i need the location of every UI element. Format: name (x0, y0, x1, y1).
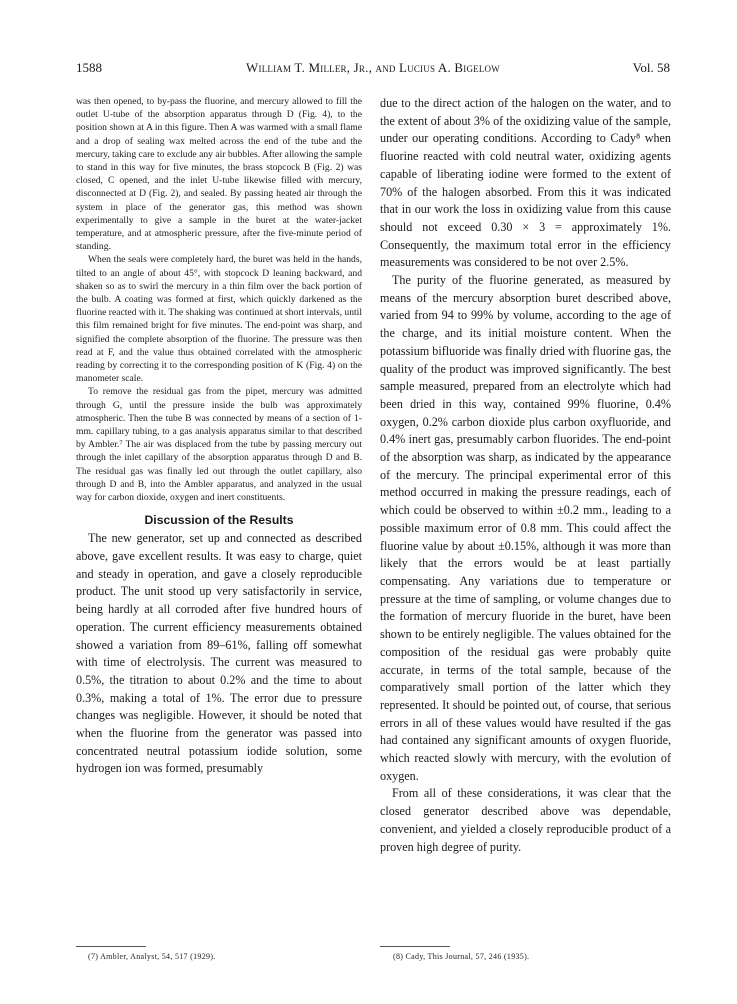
paragraph-sample-sealing: was then opened, to by-pass the fluorine, and mercury allowed to fill the outlet U-tube of the absorption apparatus through D (Fig. 4), to the position shown at A in this figure. Then A was warmed with a small flame and a drop of sealing wax melted across the end of the tube and the mercury, taking care to exclude any air bubbles. After allowing the sample to stand in this way for five minutes, the brass stopcock B (Fig. 2) was closed, C opened, and the inlet U-tube likewise filled with mercury, disconnected at D (Fig. 2), and sealed. By passing heated air through the system in place of the generator gas, this method was shown experimentally to give a sample in the buret at the water-jacket temperature, and at atmospheric pressure, after the five-minute period of standing. (76, 96, 362, 253)
footnote-cady: (8) Cady, This Journal, 57, 246 (1935). (393, 952, 530, 961)
page-number: 1588 (76, 60, 102, 75)
right-column (380, 95, 671, 856)
paragraph-fluorine-purity: The purity of the fluorine generated, as measured by means of the mercury absorption buret described above, varied from 94 to 99% by volume, according to the age of the charge, and its initial moisture content. When the potassium bifluoride was finally dried with fluorine gas, the quality of the product was improved significantly. The best sample measured, prepared from an electrolyte which had been dried in this way, contained 99% fluorine, 0.4% oxygen, 0.2% carbon dioxide plus carbon oxyfluoride, and 0.4% inert gas, presumably carbon fluorides. The end-point of the absorption was sharp, as indicated by the appearance of the mercury. The principal experimental error of this method occurred in making the pressure readings, each of which could be observed to within ±0.2 mm., leading to a possible maximum error of 0.8 mm. This could affect the fluorine value by about ±0.15%, although it was more than likely that the errors would be at least partially compensating. Any variations due to temperature or pressure at the time of sampling, or volume changes due to the formation of mercury fluoride in the buret, have been shown to be entirely negligible. The values obtained for the composition of the residual gas were probably quite accurate, in terms of the total sample, because of the comparatively small portion of the latter which they represented. It should be pointed out, of course, that serious errors in all of these values would have resulted if the gas had contained any significant amounts of oxygen fluoride, which reacted slowly with mercury, with the evolution of oxygen. (380, 273, 671, 783)
paragraph-residual-gas: To remove the residual gas from the pipet, mercury was admitted through G, until the pressure inside the bulb was approximately atmospheric. Then the tube B was connected by means of a section of 1-mm. capillary tubing, to a gas analysis apparatus similar to that described by Ambler.⁷ The air was displaced from the tube by passing mercury out through the inlet capillary of the absorption apparatus through D and B. The residual gas was finally led out through the outlet capillary, also through D and B, into the Ambler apparatus, and analyzed in the usual way for carbon dioxide, oxygen and inert constituents. (76, 386, 362, 504)
left-column (76, 95, 362, 778)
footnote-ambler: (7) Ambler, Analyst, 54, 517 (1929). (88, 952, 216, 961)
section-heading: Discussion of the Results (144, 513, 294, 528)
paragraph-buret-shaking: When the seals were completely hard, the buret was held in the hands, tilted to an angle of about 45°, with stopcock D leaning backward, and shaken so as to swirl the mercury in a thin film over the back portion of the bulb. A coating was formed at first, which quickly darkened as the fluorine reacted with it. The shaking was continued at short intervals, until this film remained bright for five minutes. The end-point was sharp, and signified the complete absorption of the fluorine. The pressure was then read at F, and the value thus obtained correlated with the atmospheric reading by correcting it to the corresponding position of K (Fig. 4) on the manometer scale. (76, 254, 362, 385)
footnote-rule-left (76, 946, 146, 947)
paragraph-discussion: The new generator, set up and connected as described above, gave excellent results. It was easy to charge, quiet and steady in operation, and gave a closely reproducible product. The unit stood up very satisfactorily in service, being hardly at all corroded after five hundred hours of operation. The current efficiency measurements obtained showed a variation from 89–61%, falling off somewhat with time of electrolysis. The current was measured to 0.5%, the titration to about 0.2% and the time to about 0.3%, making a total of 1%. The error due to pressure changes was negligible. However, it should be noted that when the fluorine from the generator was passed into concentrated neutral potassium iodide solution, some hydrogen ion was formed, presumably (76, 531, 362, 776)
footnote-rule-right (380, 946, 450, 947)
volume-label: Vol. 58 (632, 60, 670, 75)
running-header (76, 60, 670, 80)
header-authors: William T. Miller, Jr., and Lucius A. Bigelow (246, 60, 500, 75)
paragraph-conclusion: From all of these considerations, it was clear that the closed generator described above was dependable, convenient, and yielded a closely reproducible product of a proven high degree of purity. (380, 786, 671, 854)
paragraph-halogen-action: due to the direct action of the halogen on the water, and to the extent of about 3% of the oxidizing value of the sample, under our operating conditions. According to Cady⁸ when fluorine reacted with cold neutral water, oxidizing agents capable of liberating iodine were formed to the extent of 70% of the halogen absorbed. From this it was indicated that in our work the loss in oxidizing value from this cause should not exceed 0.30 × 3 = approximately 1%. Consequently, the maximum total error in the efficiency measurements was considered to be not over 2.5%. (380, 96, 671, 270)
